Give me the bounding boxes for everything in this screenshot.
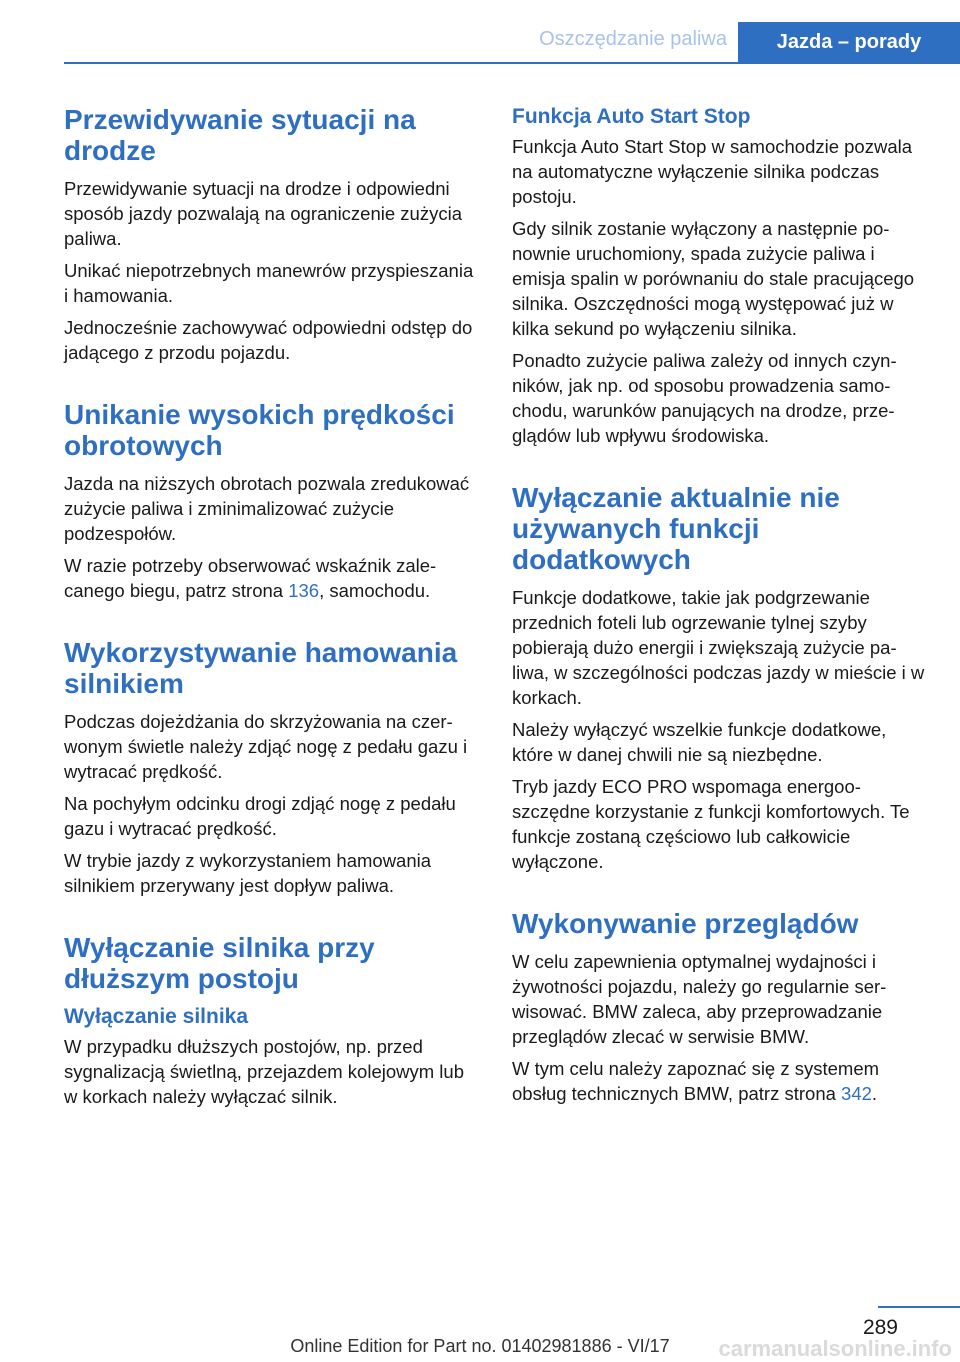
heading-engine-braking: Wykorzystywanie hamowania silnikiem (64, 637, 458, 699)
heading-engine-off-long-stop: Wyłączanie silnika przy dłuższym postoju (64, 932, 375, 994)
paragraph: Funkcje dodatkowe, takie jak podgrzewanie przednich foteli lub ogrzewanie tylnej szyby pobierają dużo energii i zwiększają zużycie paliwa, w szczególności podczas jazdy w mieście i w korkach. (512, 587, 925, 708)
paragraph: Przewidywanie sytuacji na drodze i odpowiedni sposób jazdy pozwalają na ograniczenie zużycia paliwa. (64, 178, 462, 249)
heading-service: Wykonywanie przeglądów (512, 908, 859, 939)
right-column (512, 104, 926, 1113)
subheading-engine-off: Wyłączanie silnika (64, 1005, 249, 1028)
paragraph: Gdy silnik zostanie wyłączony a następnie ponownie uruchomiony, spada zużycie paliwa i emisja spalin w porównaniu do stale pracującego silnika. Oszczędności mogą występować już w kilka sekund po wyłączeniu silnika. (512, 218, 915, 339)
paragraph (64, 553, 480, 603)
page-number: 289 (862, 1316, 898, 1339)
subheading-auto-start-stop: Funkcja Auto Start Stop (512, 105, 751, 128)
header-rule (64, 62, 960, 64)
text: . (871, 1083, 878, 1104)
heading-switch-off-functions: Wyłączanie aktualnie nie używanych funkcji dodatkowych (512, 482, 840, 575)
paragraph: Unikać niepotrzebnych manewrów przyspieszania i hamowania. (64, 260, 474, 306)
text: W tym celu należy zapoznać się z systemem obsług technicznych BMW, patrz strona (512, 1058, 880, 1104)
paragraph: Podczas dojeżdżania do skrzyżowania na czerwonym świetle należy zdjąć nogę z pedału gazu i wytracać prędkość. (64, 711, 468, 782)
paragraph (512, 1056, 926, 1106)
paragraph: W celu zapewnienia optymalnej wydajności i żywotności pojazdu, należy go regularnie serwisować. BMW zaleca, aby przeprowadzanie przeglądów zlecać w serwisie BMW. (512, 951, 887, 1047)
left-column (64, 104, 480, 1116)
paragraph: W przypadku dłuższych postojów, np. przed sygnalizacją świetlną, przejazdem kolejowym lub w korkach należy wyłączać silnik. (64, 1036, 464, 1107)
edition-footer: Online Edition for Part no. 01402981886 - VI/17 (290, 1336, 670, 1356)
page-link-136[interactable]: 136 (288, 580, 320, 601)
paragraph: Ponadto zużycie paliwa zależy od innych czynników, jak np. od sposobu prowadzenia samochodu, warunków panujących na drodze, przeglądów lub wpływu środowiska. (512, 350, 897, 446)
header-chapter-tab[interactable]: Jazda – porady (738, 22, 960, 62)
heading-anticipation: Przewidywanie sytuacji na drodze (64, 104, 416, 166)
paragraph: Funkcja Auto Start Stop w samochodzie pozwala na automatyczne wyłączenie silnika podczas postoju. (512, 136, 913, 207)
paragraph: W trybie jazdy z wykorzystaniem hamowania silnikiem przerywany jest dopływ paliwa. (64, 850, 432, 896)
paragraph: Jednocześnie zachowywać odpowiedni odstęp do jadącego z przodu pojazdu. (64, 317, 473, 363)
header-section-title: Oszczędzanie paliwa (539, 28, 727, 50)
paragraph: Jazda na niższych obrotach pozwala zredukować zużycie paliwa i zminimalizować zużycie podzespołów. (64, 473, 470, 544)
watermark: carmanualsonline.info (718, 1336, 952, 1361)
text: W razie potrzeby obserwować wskaźnik zalecanego biegu, patrz strona (64, 555, 437, 601)
heading-avoid-high-rpm: Unikanie wysokich prędkości obrotowych (64, 399, 455, 461)
page-number-rule (878, 1306, 960, 1308)
paragraph: Należy wyłączyć wszelkie funkcje dodatkowe, które w danej chwili nie są niezbędne. (512, 719, 887, 765)
paragraph: Na pochyłym odcinku drogi zdjąć nogę z pedału gazu i wytracać prędkość. (64, 793, 456, 839)
paragraph: Tryb jazdy ECO PRO wspomaga energooszczędne korzystanie z funkcji komfortowych. Te funkcje zostaną częściowo lub całkowicie wyłączone. (512, 776, 910, 872)
text: , samochodu. (319, 580, 431, 601)
page-link-342[interactable]: 342 (841, 1083, 872, 1104)
